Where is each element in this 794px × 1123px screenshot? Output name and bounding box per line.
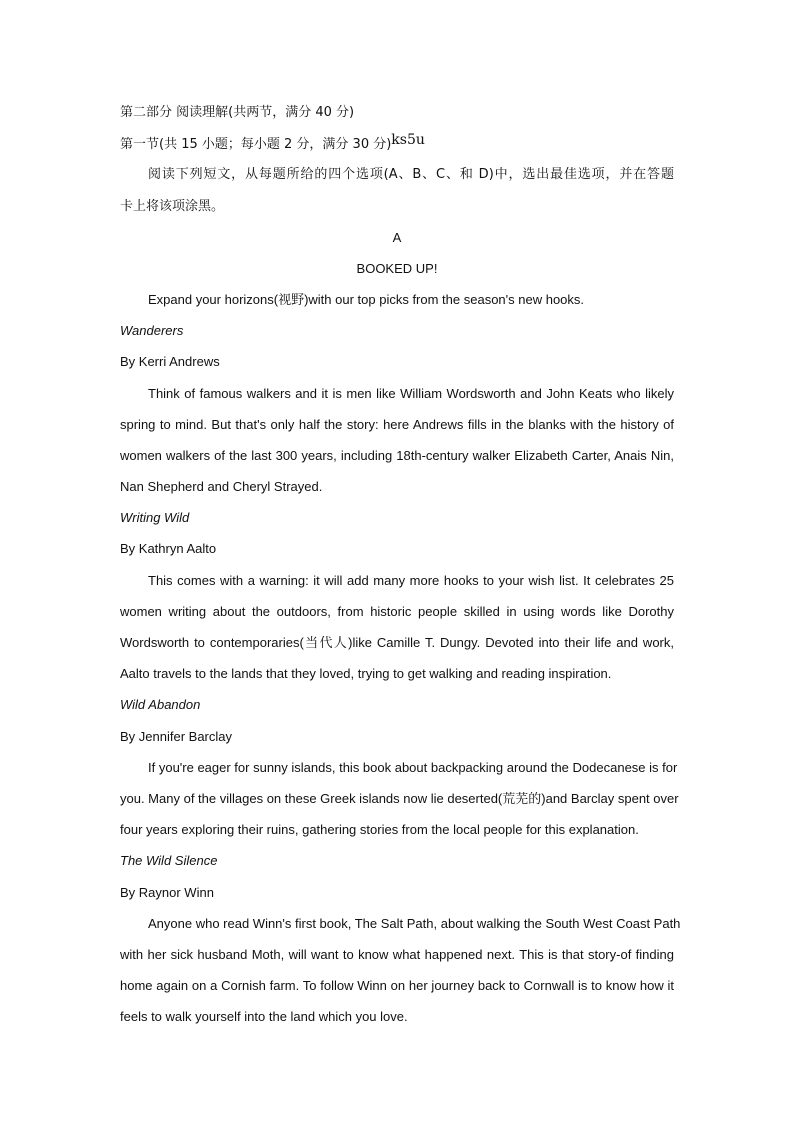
book-author: By Jennifer Barclay: [120, 729, 232, 744]
section-title: 第一节(共 15 小题；每小题 2 分，满分 30 分): [120, 137, 392, 152]
book-author: By Kathryn Aalto: [120, 541, 217, 556]
book-text-line: Wordsworth to contemporaries(当代人)like Camille T. Dungy. Devoted into their life and work,: [120, 635, 674, 650]
passage-label: A: [392, 230, 402, 245]
book-text-line: women walkers of the last 300 years, including 18th-century walker Elizabeth Carter, Anais Nin,: [120, 448, 674, 463]
book-text-line: women writing about the outdoors, from historic people skilled in using words like Dorothy: [120, 604, 674, 619]
instruction-line-1: 阅读下列短文，从每题所给的四个选项(A、B、C、和 D)中，选出最佳选项，并在答题: [148, 167, 674, 182]
book-text-line: This comes with a warning: it will add many more hooks to your wish list. It celebrates 25: [148, 573, 674, 588]
book-author: By Raynor Winn: [120, 885, 214, 900]
book-author: By Kerri Andrews: [120, 354, 220, 369]
book-text-line: Think of famous walkers and it is men like William Wordsworth and John Keats who likely: [148, 386, 674, 401]
book-title: The Wild Silence: [120, 853, 218, 868]
book-title: Wanderers: [120, 323, 184, 338]
book-title: Writing Wild: [120, 510, 190, 525]
passage-intro: Expand your horizons(视野)with our top picks from the season's new hooks.: [148, 292, 585, 307]
book-text-line: with her sick husband Moth, will want to know what happened next. This is that story-of finding: [120, 947, 674, 962]
watermark-text: ks5u: [391, 132, 425, 148]
book-text-line: Anyone who read Winn's first book, The Salt Path, about walking the South West Coast Path: [148, 916, 681, 931]
book-text-line: feels to walk yourself into the land which you love.: [120, 1009, 408, 1024]
book-text-line: If you're eager for sunny islands, this book about backpacking around the Dodecanese is for: [148, 760, 678, 775]
passage-title: BOOKED UP!: [356, 261, 438, 276]
book-text-line: home again on a Cornish farm. To follow Winn on her journey back to Cornwall is to know how it: [120, 978, 674, 993]
book-text-line: four years exploring their ruins, gathering stories from the local people for this explanation.: [120, 822, 639, 837]
book-title: Wild Abandon: [120, 697, 201, 712]
part-title: 第二部分 阅读理解(共两节，满分 40 分): [120, 105, 355, 120]
book-text-line: you. Many of the villages on these Greek islands now lie deserted(荒芜的)and Barclay spent over: [120, 791, 679, 806]
book-text-line: Nan Shepherd and Cheryl Strayed.: [120, 479, 323, 494]
book-text-line: Aalto travels to the lands that they loved, trying to get walking and reading inspiration.: [120, 666, 612, 681]
section-heading: [120, 132, 425, 154]
instruction-line-2: 卡上将该项涂黑。: [120, 199, 225, 214]
book-text-line: spring to mind. But that's only half the story: here Andrews fills in the blanks with the history of: [120, 417, 674, 432]
